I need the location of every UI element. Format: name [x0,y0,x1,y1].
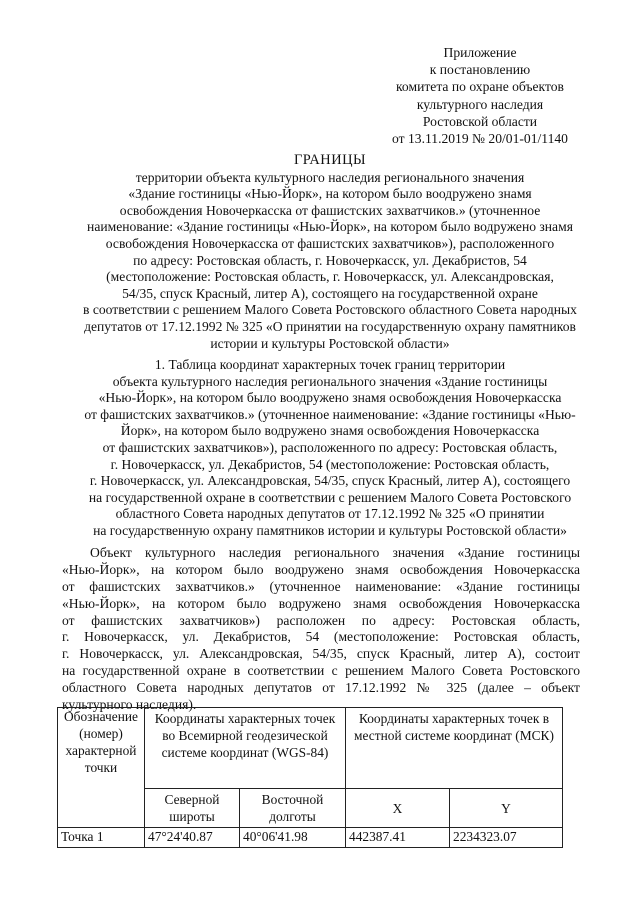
title-heading: ГРАНИЦЫ [293,152,367,168]
paragraph-line: «Нью-Йорк», на котором было воодружено знамя освобождения Новочеркасска [62,561,580,577]
appendix-line: к постановлению [429,62,531,78]
appendix-line: культурного наследия [416,96,544,112]
paragraph-line: культурного наследия). [62,697,197,713]
title-line: по адресу: Ростовская область, г. Новочеркасск, ул. Декабристов, 54 [133,252,527,268]
caption-line: Йорк», на котором было водружено знамя освобождения Новочеркасска [120,423,540,439]
table-header-row [58,708,563,789]
paragraph-line: от фашистских захватчиков») расположен по адресу: Ростовская область, [62,612,580,628]
table-row [58,828,563,848]
caption-line: от фашистских захватчиков»), расположенного по адресу: Ростовская область, [102,439,558,455]
appendix-header [380,44,580,147]
paragraph-line: «Нью-Йорк», на котором было водружено знамя освобождения Новочеркасска [62,595,580,611]
title-line: (местоположение: Ростовская область, г. Новочеркасск, ул. Александровская, [106,269,554,285]
header-point: Обозначение (номер) характерной точки [58,708,145,828]
title-line: наименование: «Здание гостиницы «Нью-Йорк», на котором было водружено знамя [87,219,573,235]
appendix-line: Приложение [443,45,517,60]
title-line: территории объекта культурного наследия регионального значения [135,169,525,185]
caption-line: «Нью-Йорк», на котором было воодружено знамя освобождения Новочеркасска [98,390,562,406]
paragraph-line: от фашистских захватчиков.» (уточненное наименование: «Здание гостиницы [62,578,580,594]
appendix-line: комитета по охране объектов [396,79,564,95]
subheader-x: X [346,789,450,828]
subheader-north: Северной широты [145,789,240,828]
table-caption [40,357,620,540]
caption-line: от фашистских захватчиков.» (уточненное наименование: «Здание гостиницы «Нью- [84,406,576,422]
title-line: депутатов от 17.12.1992 № 325 «О принятии на государственную охрану памятников [84,318,576,334]
caption-line: областного Совета народных депутатов от 17.12.1992 № 325 «О принятии [115,506,545,522]
body-paragraph [62,545,580,714]
cell-east: 40°06'41.98 [240,828,346,848]
caption-line: объекта культурного наследия регионального значения «Здание гостиницы [112,373,548,389]
cell-north: 47°24'40.87 [145,828,240,848]
subheader-y: Y [450,789,563,828]
appendix-line: Ростовской области [422,113,538,129]
caption-line: г. Новочеркасск, ул. Декабристов, 54 (местоположение: Ростовская область, [110,456,550,472]
subheader-east: Восточной долготы [240,789,346,828]
header-msk: Координаты характерных точек в местной системе координат (МСК) [346,708,563,789]
paragraph-line: г. Новочеркасск, ул. Декабристов, 54 (местоположение: Ростовская область, [62,629,580,645]
caption-line: 1. Таблица координат характерных точек границ территории [154,357,506,372]
paragraph-line: областного Совета народных депутатов от 17.12.1992 № 325 (далее – объект [62,680,580,696]
caption-line: г. Новочеркасск, ул. Александровская, 54/35, спуск Красный, литер А), состоящего [89,473,571,489]
paragraph-line: г. Новочеркасск, ул. Александровская, 54/35, спуск Красный, литер А), состоит [62,646,580,662]
title-line: в соответствии с решением Малого Совета Ростовского областного Совета народных [83,302,577,318]
caption-line: на государственную охрану памятников истории и культуры Ростовской области» [93,522,567,538]
cell-y: 2234323.07 [450,828,563,848]
paragraph-line: на государственной охране в соответствии с решением Малого Совета Ростовского [62,663,580,679]
appendix-line: от 13.11.2019 № 20/01-01/1140 [392,131,568,147]
title-line: 54/35, спуск Красный, литер А), состоящего на государственной охране [122,285,538,301]
cell-x: 442387.41 [346,828,450,848]
caption-line: на государственной охране в соответствии с решением Малого Совета Ростовского [88,489,572,505]
title-line: «Здание гостиницы «Нью-Йорк», на котором было воодружено знамя [128,186,532,202]
title-line: истории и культуры Ростовской области» [210,335,450,351]
document-title [40,152,620,352]
title-line: освобождения Новочеркасска от фашистских захватчиков»), расположенного [105,235,555,251]
title-line: освобождения Новочеркасска от фашистских захватчиков.» (уточненное [119,202,541,218]
coordinates-table [57,707,563,848]
header-wgs: Координаты характерных точек во Всемирной геодезической системе координат (WGS-84) [145,708,346,789]
paragraph-line: Объект культурного наследия регионального значения «Здание гостиницы [90,545,580,560]
cell-point: Точка 1 [58,828,145,848]
